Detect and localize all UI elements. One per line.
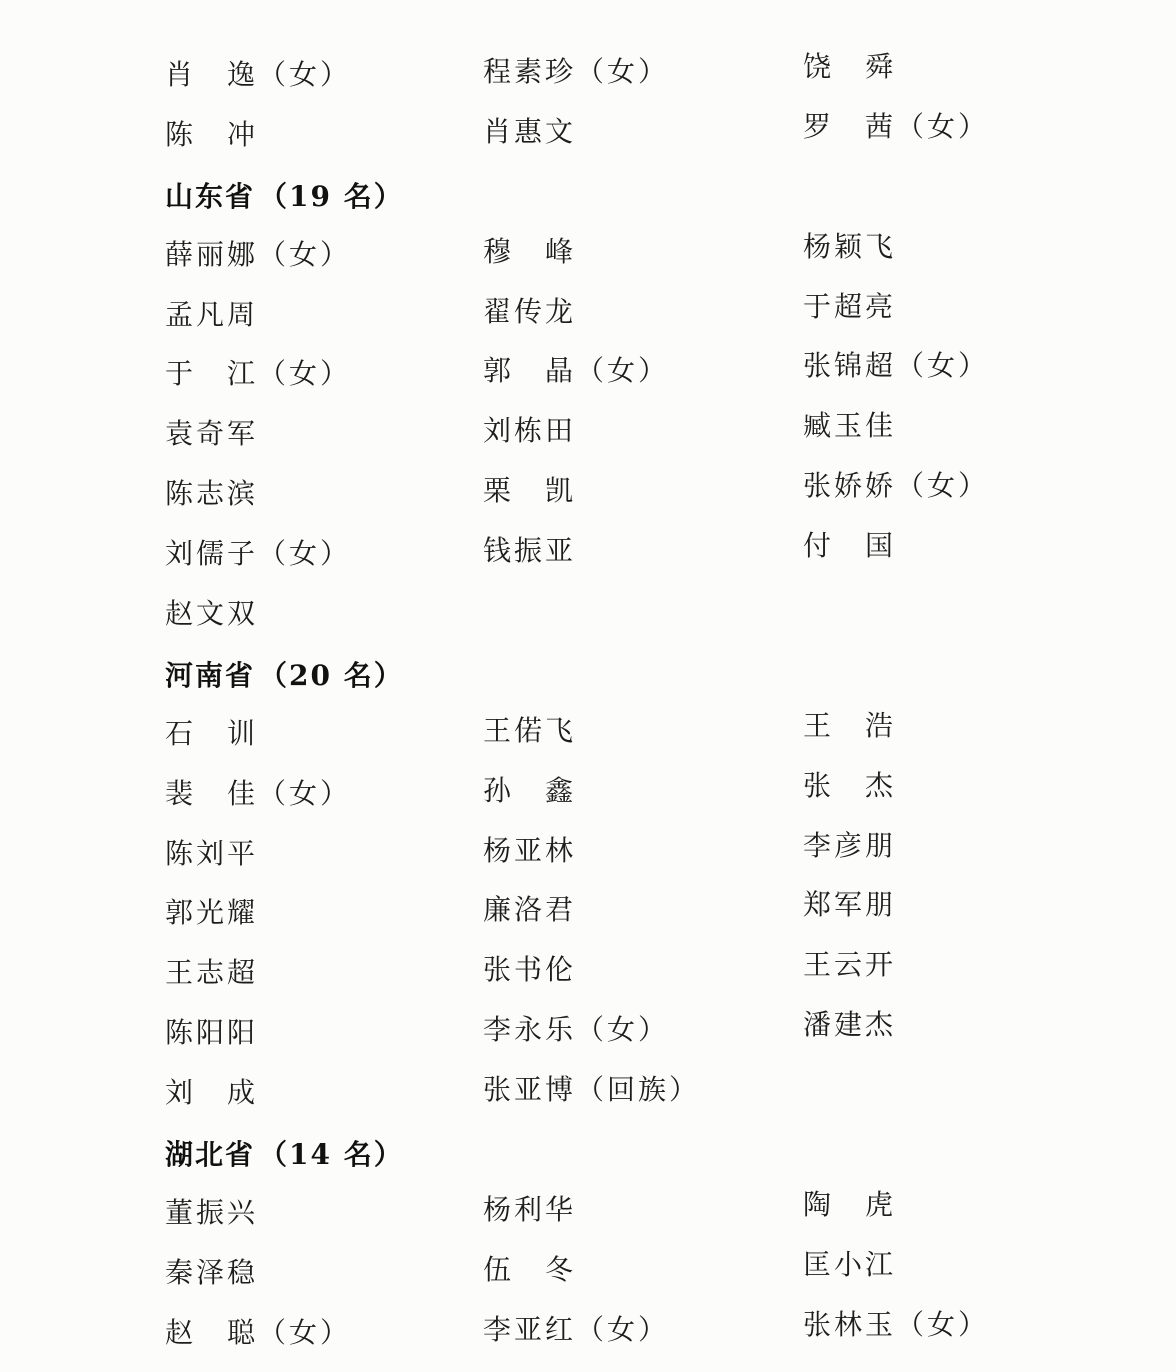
name-entry: 李永乐（女） (483, 1013, 670, 1047)
name-entry: 郑军朋 (803, 888, 897, 922)
province-name: 山东省 (165, 179, 256, 213)
name-entry: 张林玉（女） (803, 1307, 990, 1341)
province-heading (0, 644, 1176, 704)
name-row (0, 1243, 1176, 1303)
name-entry: 李彦朋 (803, 828, 897, 862)
name-entry: 王志超 (165, 956, 259, 990)
name-entry: 于超亮 (803, 289, 897, 323)
name-entry: 刘儒子（女） (165, 537, 352, 571)
name-entry: 郭光耀 (165, 896, 259, 930)
province-count: （14 名） (259, 1137, 404, 1171)
name-entry: 裴 佳（女） (165, 776, 352, 810)
name-entry: 秦泽稳 (165, 1255, 259, 1289)
name-row (0, 1063, 1176, 1123)
name-entry: 郭 晶（女） (483, 354, 670, 388)
province-heading-text (165, 175, 404, 215)
name-entry: 张娇娇（女） (803, 469, 990, 503)
name-entry: 陶 虎 (803, 1187, 897, 1221)
name-entry: 肖 逸（女） (165, 57, 352, 91)
name-row (0, 1303, 1176, 1363)
name-row (0, 285, 1176, 345)
name-row (0, 464, 1176, 524)
name-entry: 翟传龙 (483, 294, 577, 328)
name-row (0, 883, 1176, 943)
name-entry: 杨颖飞 (803, 229, 897, 263)
name-entry: 张锦超（女） (803, 349, 990, 383)
name-entry: 于 江（女） (165, 357, 352, 391)
name-entry: 赵文双 (165, 596, 259, 630)
name-row (0, 943, 1176, 1003)
name-row (0, 1183, 1176, 1243)
name-entry: 石 训 (165, 716, 259, 750)
province-heading (0, 165, 1176, 225)
name-entry: 王 浩 (803, 708, 897, 742)
name-row (0, 404, 1176, 464)
name-entry: 陈 冲 (165, 117, 259, 151)
name-entry: 刘 成 (165, 1076, 259, 1110)
name-row (0, 584, 1176, 644)
name-entry: 陈阳阳 (165, 1016, 259, 1050)
name-entry: 杨利华 (483, 1192, 577, 1226)
name-row (0, 824, 1176, 884)
name-entry: 栗 凯 (483, 474, 577, 508)
name-entry: 陈志滨 (165, 477, 259, 511)
province-count: （19 名） (259, 179, 404, 213)
name-entry: 李亚红（女） (483, 1312, 670, 1346)
name-entry: 孙 鑫 (483, 773, 577, 807)
name-entry: 薛丽娜（女） (165, 237, 352, 271)
name-entry: 董振兴 (165, 1195, 259, 1229)
province-name: 河南省 (165, 658, 256, 692)
name-row (0, 764, 1176, 824)
name-entry: 张书伦 (483, 953, 577, 987)
name-entry: 张 杰 (803, 768, 897, 802)
name-entry: 程素珍（女） (483, 54, 670, 88)
province-heading (0, 1123, 1176, 1183)
name-entry: 王偌飞 (483, 713, 577, 747)
name-entry: 廉洛君 (483, 893, 577, 927)
name-entry: 孟凡周 (165, 297, 259, 331)
name-entry: 张亚博（回族） (483, 1073, 701, 1107)
name-row (0, 225, 1176, 285)
name-entry: 肖惠文 (483, 114, 577, 148)
name-entry: 付 国 (803, 529, 897, 563)
province-heading-text (165, 654, 404, 694)
name-entry: 王云开 (803, 948, 897, 982)
name-entry: 刘栋田 (483, 414, 577, 448)
name-entry: 陈刘平 (165, 836, 259, 870)
name-row (0, 704, 1176, 764)
name-entry: 穆 峰 (483, 234, 577, 268)
name-entry: 臧玉佳 (803, 409, 897, 443)
province-heading-text (165, 1133, 404, 1173)
name-row (0, 105, 1176, 165)
name-row (0, 45, 1176, 105)
name-row (0, 1003, 1176, 1063)
name-entry: 钱振亚 (483, 534, 577, 568)
province-count: （20 名） (259, 658, 404, 692)
name-entry: 袁奇军 (165, 417, 259, 451)
name-entry: 赵 聪（女） (165, 1315, 352, 1349)
name-entry: 潘建杰 (803, 1008, 897, 1042)
name-entry: 罗 茜（女） (803, 109, 990, 143)
name-entry: 饶 舜 (803, 49, 897, 83)
name-entry: 伍 冬 (483, 1252, 577, 1286)
name-row (0, 344, 1176, 404)
name-row (0, 524, 1176, 584)
province-name: 湖北省 (165, 1137, 256, 1171)
name-entry: 杨亚林 (483, 833, 577, 867)
name-entry: 匡小江 (803, 1247, 897, 1281)
